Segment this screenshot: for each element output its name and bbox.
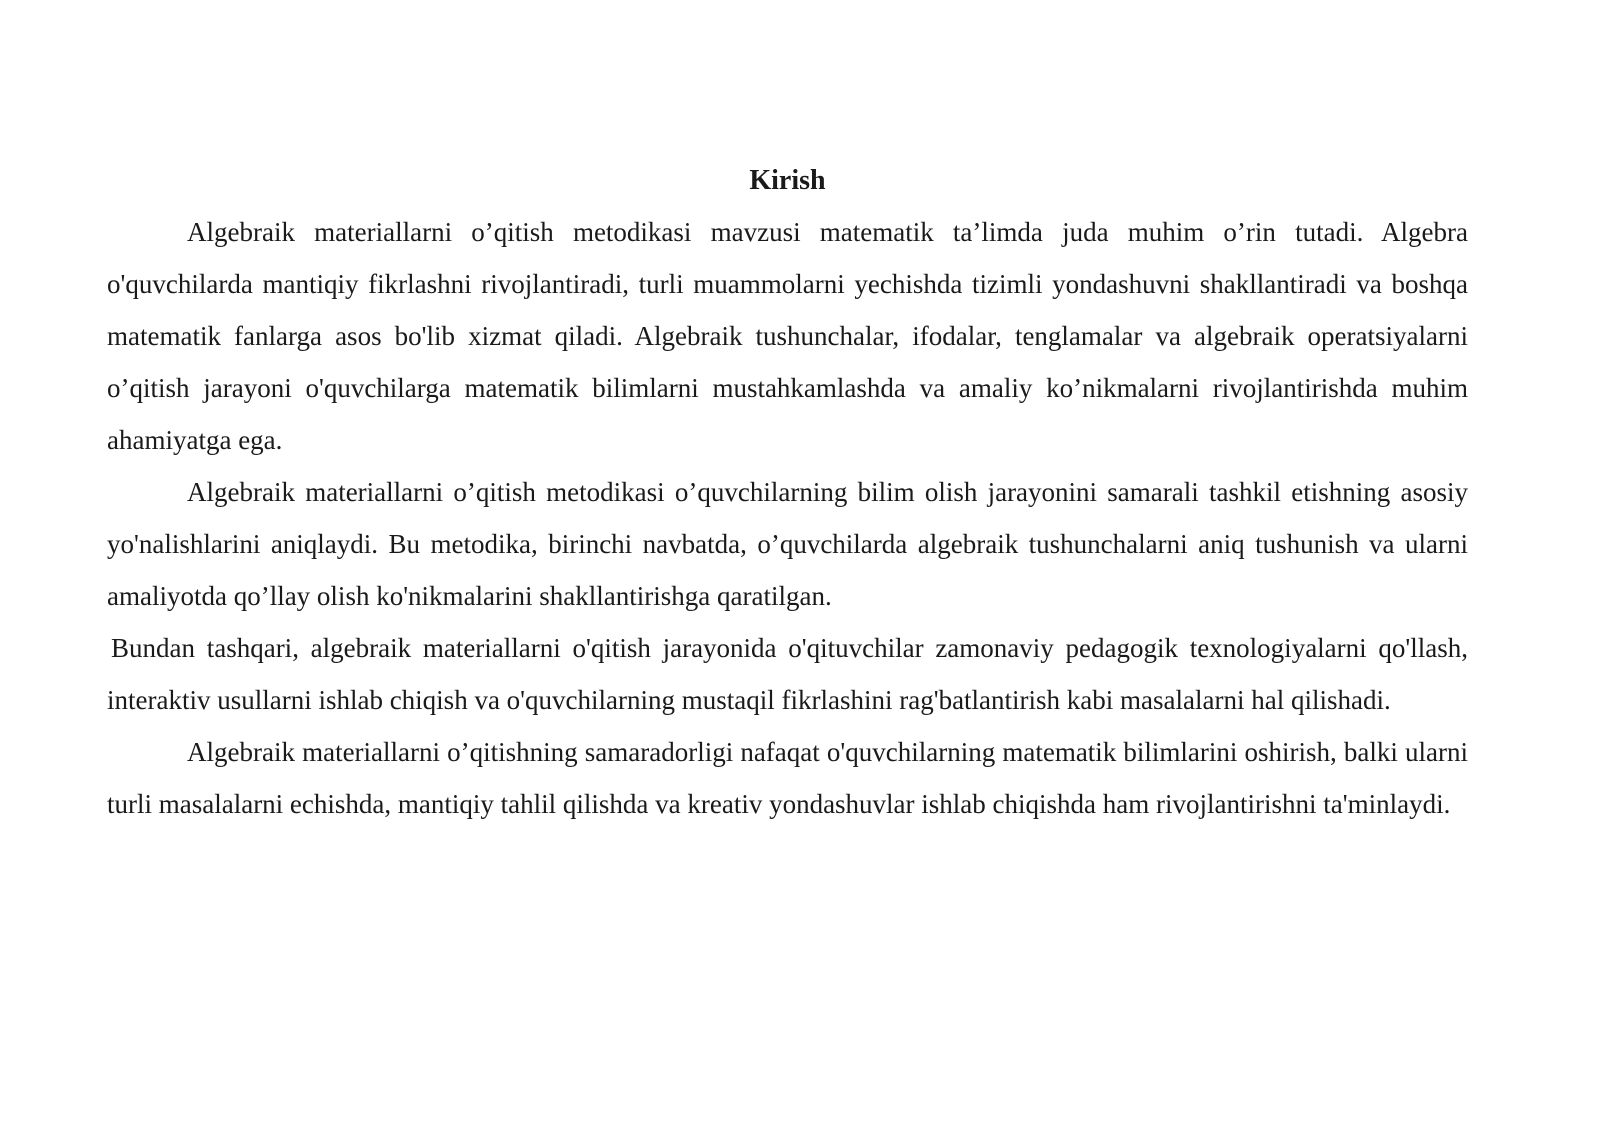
paragraph-4: Algebraik materiallarni o’qitishning samaradorligi nafaqat o'quvchilarning matematik bilimlarini oshirish, balki ularni turli masalalarni echishda, mantiqiy tahlil qilishda va kreativ yondashuvlar ishlab chiqishda ham rivojlantirishni ta'minlaydi.: [107, 737, 1468, 819]
document-body: [107, 156, 1468, 830]
paragraph-2: Algebraik materiallarni o’qitish metodikasi o’quvchilarning bilim olish jarayonini samarali tashkil etishning asosiy yo'nalishlarini aniqlaydi. Bu metodika, birinchi navbatda, o’quvchilarda algebraik tushunchalarni aniq tushunish va ularni amaliyotda qo’llay olish ko'nikmalarini shakllantirishga qaratilgan.: [107, 477, 1468, 611]
paragraph-3: Bundan tashqari, algebraik materiallarni o'qitish jarayonida o'qituvchilar zamonaviy pedagogik texnologiyalarni qo'llash, interaktiv usullarni ishlab chiqish va o'quvchilarning mustaqil fikrlashini rag'batlantirish kabi masalalarni hal qilishadi.: [107, 633, 1468, 715]
page-title: Kirish: [749, 165, 826, 196]
paragraph-1: Algebraik materiallarni o’qitish metodikasi mavzusi matematik ta’limda juda muhim o’rin tutadi. Algebra o'quvchilarda mantiqiy fikrlashni rivojlantiradi, turli muammolarni yechishda tizimli yondashuvni shakllantiradi va boshqa matematik fanlarga asos bo'lib xizmat qiladi. Algebraik tushunchalar, ifodalar, tenglamalar va algebraik operatsiyalarni o’qitish jarayoni o'quvchilarga matematik bilimlarni mustahkamlashda va amaliy ko’nikmalarni rivojlantirishda muhim ahamiyatga ega.: [107, 217, 1468, 455]
